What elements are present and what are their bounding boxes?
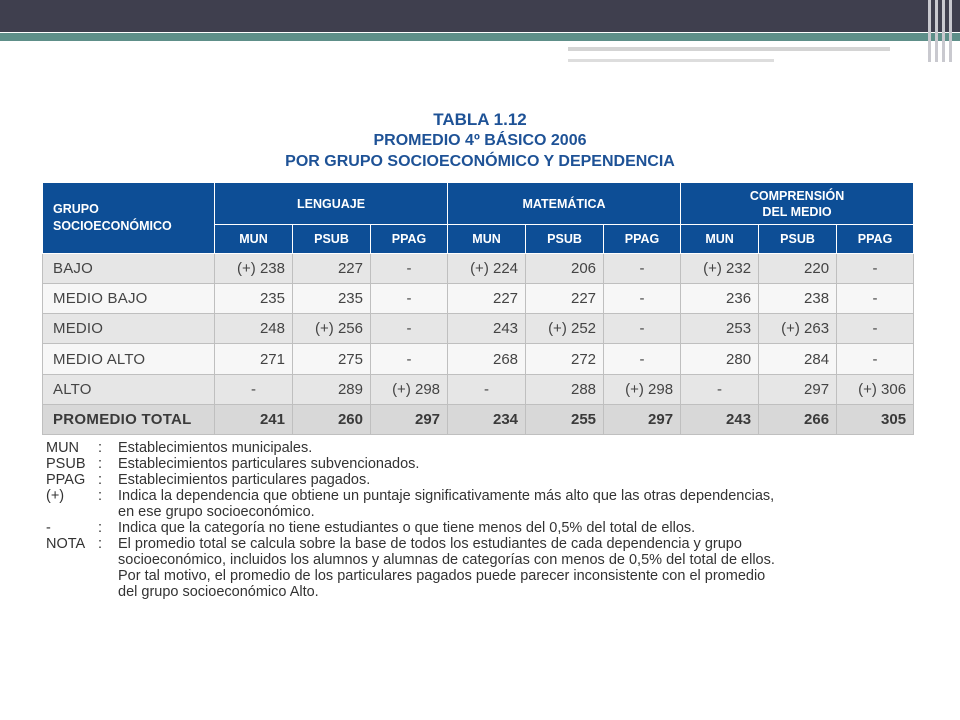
note-text <box>118 520 916 536</box>
score-cell: 255 <box>526 404 604 434</box>
note-line: en ese grupo socioeconómico. <box>118 504 315 520</box>
score-cell: 297 <box>371 404 448 434</box>
score-cell: (+) 298 <box>371 374 448 404</box>
group-header-line: SOCIOECONÓMICO <box>53 219 172 233</box>
table-title <box>0 109 960 172</box>
score-cell: 271 <box>215 344 293 374</box>
note-line: Por tal motivo, el promedio de los particulares pagados puede parecer inconsistente con el promedio <box>118 568 766 584</box>
score-cell: - <box>837 254 914 284</box>
table-notes <box>46 440 916 600</box>
note-text <box>118 472 916 488</box>
score-cell: - <box>681 374 759 404</box>
results-table <box>42 182 914 435</box>
note-abbr: MUN <box>46 440 80 456</box>
note-colon: : <box>98 536 103 552</box>
score-cell: (+) 224 <box>448 254 526 284</box>
score-cell: 243 <box>448 314 526 344</box>
score-cell: 253 <box>681 314 759 344</box>
note-abbr: NOTA <box>46 536 86 552</box>
row-label: ALTO <box>43 374 215 404</box>
score-cell: (+) 252 <box>526 314 604 344</box>
score-cell: 206 <box>526 254 604 284</box>
subheader-cell: PPAG <box>837 225 914 254</box>
score-cell: - <box>604 284 681 314</box>
score-cell: (+) 263 <box>759 314 837 344</box>
note-text <box>118 536 916 600</box>
score-cell: 243 <box>681 404 759 434</box>
score-cell: 268 <box>448 344 526 374</box>
note-line: Indica la dependencia que obtiene un puntaje significativamente más alto que las otras dependencias, <box>118 488 775 504</box>
score-cell: 297 <box>604 404 681 434</box>
score-cell: (+) 298 <box>604 374 681 404</box>
subheader-cell: PPAG <box>604 225 681 254</box>
note-line: socioeconómico, incluidos los alumnos y alumnas de categorías con menos de 0,5% del total de ellos. <box>118 552 775 568</box>
title-line-3: POR GRUPO SOCIOECONÓMICO Y DEPENDENCIA <box>285 153 675 170</box>
table-row <box>43 314 914 344</box>
slide-decor-stripes <box>926 0 960 62</box>
score-cell: 272 <box>526 344 604 374</box>
score-cell: 275 <box>293 344 371 374</box>
score-cell: 284 <box>759 344 837 374</box>
score-cell: 248 <box>215 314 293 344</box>
score-cell: (+) 256 <box>293 314 371 344</box>
score-cell: 305 <box>837 404 914 434</box>
score-cell: 266 <box>759 404 837 434</box>
note-item <box>46 520 916 536</box>
score-cell: - <box>837 314 914 344</box>
note-abbr: PSUB <box>46 456 86 472</box>
score-cell: (+) 238 <box>215 254 293 284</box>
score-cell: - <box>215 374 293 404</box>
score-cell: 297 <box>759 374 837 404</box>
score-cell: 235 <box>293 284 371 314</box>
score-cell: - <box>371 344 448 374</box>
slide-decor-line <box>568 47 890 51</box>
score-cell: 280 <box>681 344 759 374</box>
note-colon: : <box>98 440 103 456</box>
score-cell: 241 <box>215 404 293 434</box>
title-line-2: PROMEDIO 4º BÁSICO 2006 <box>373 132 587 149</box>
score-cell: - <box>371 314 448 344</box>
score-cell: - <box>448 374 526 404</box>
score-cell: - <box>371 254 448 284</box>
score-cell: 289 <box>293 374 371 404</box>
note-text <box>118 440 916 456</box>
slide-accent-line <box>0 33 960 41</box>
note-item <box>46 456 916 472</box>
subheader-cell: MUN <box>448 225 526 254</box>
score-cell: 234 <box>448 404 526 434</box>
table-header-row <box>43 183 914 225</box>
table-row <box>43 284 914 314</box>
row-label: BAJO <box>43 254 215 284</box>
subheader-cell: PSUB <box>293 225 371 254</box>
note-line: Establecimientos particulares subvencionados. <box>118 456 420 472</box>
row-label: MEDIO ALTO <box>43 344 215 374</box>
row-label: MEDIO <box>43 314 215 344</box>
score-cell: 288 <box>526 374 604 404</box>
title-line-1: TABLA 1.12 <box>433 110 527 129</box>
subheader-cell: PSUB <box>526 225 604 254</box>
score-cell: - <box>604 254 681 284</box>
score-cell: - <box>604 314 681 344</box>
category-header-comprension <box>681 183 914 225</box>
row-label: MEDIO BAJO <box>43 284 215 314</box>
score-cell: - <box>604 344 681 374</box>
score-cell: 235 <box>215 284 293 314</box>
note-line: Establecimientos particulares pagados. <box>118 472 371 488</box>
note-line: del grupo socioeconómico Alto. <box>118 584 319 600</box>
score-cell: (+) 306 <box>837 374 914 404</box>
note-line: Indica que la categoría no tiene estudiantes o que tiene menos del 0,5% del total de ellos. <box>118 520 696 536</box>
score-cell: (+) 232 <box>681 254 759 284</box>
slide-decor-line-short <box>568 59 774 62</box>
group-header-line: GRUPO <box>53 202 99 216</box>
note-item <box>46 488 916 520</box>
note-line: Establecimientos municipales. <box>118 440 313 456</box>
score-cell: 227 <box>526 284 604 314</box>
note-colon: : <box>98 456 103 472</box>
note-colon: : <box>98 472 103 488</box>
note-abbr: - <box>46 520 51 536</box>
score-cell: 238 <box>759 284 837 314</box>
category-header-lenguaje <box>215 183 448 225</box>
score-cell: - <box>371 284 448 314</box>
score-cell: 236 <box>681 284 759 314</box>
note-abbr: (+) <box>46 488 65 504</box>
subheader-cell: PPAG <box>371 225 448 254</box>
category-label: DEL MEDIO <box>762 204 832 219</box>
table-row <box>43 344 914 374</box>
subheader-cell: MUN <box>681 225 759 254</box>
note-line: El promedio total se calcula sobre la base de todos los estudiantes de cada dependencia y grupo <box>118 536 742 552</box>
note-abbr: PPAG <box>46 472 86 488</box>
category-label: COMPRENSIÓN <box>749 188 845 203</box>
score-cell: 227 <box>448 284 526 314</box>
score-cell: - <box>837 284 914 314</box>
table-body <box>43 254 914 435</box>
subheader-cell: PSUB <box>759 225 837 254</box>
total-row <box>43 404 914 434</box>
category-label: MATEMÁTICA <box>522 196 606 211</box>
note-item <box>46 472 916 488</box>
group-header <box>43 183 215 254</box>
note-item <box>46 536 916 600</box>
table-row <box>43 374 914 404</box>
table-row <box>43 254 914 284</box>
note-text <box>118 456 916 472</box>
note-item <box>46 440 916 456</box>
note-colon: : <box>98 520 103 536</box>
score-cell: 227 <box>293 254 371 284</box>
category-label: LENGUAJE <box>296 196 366 211</box>
slide-top-bar <box>0 0 960 32</box>
note-text <box>118 488 916 520</box>
row-label: PROMEDIO TOTAL <box>43 404 215 434</box>
score-cell: - <box>837 344 914 374</box>
note-colon: : <box>98 488 103 504</box>
score-cell: 220 <box>759 254 837 284</box>
score-cell: 260 <box>293 404 371 434</box>
subheader-cell: MUN <box>215 225 293 254</box>
category-header-matematica <box>448 183 681 225</box>
